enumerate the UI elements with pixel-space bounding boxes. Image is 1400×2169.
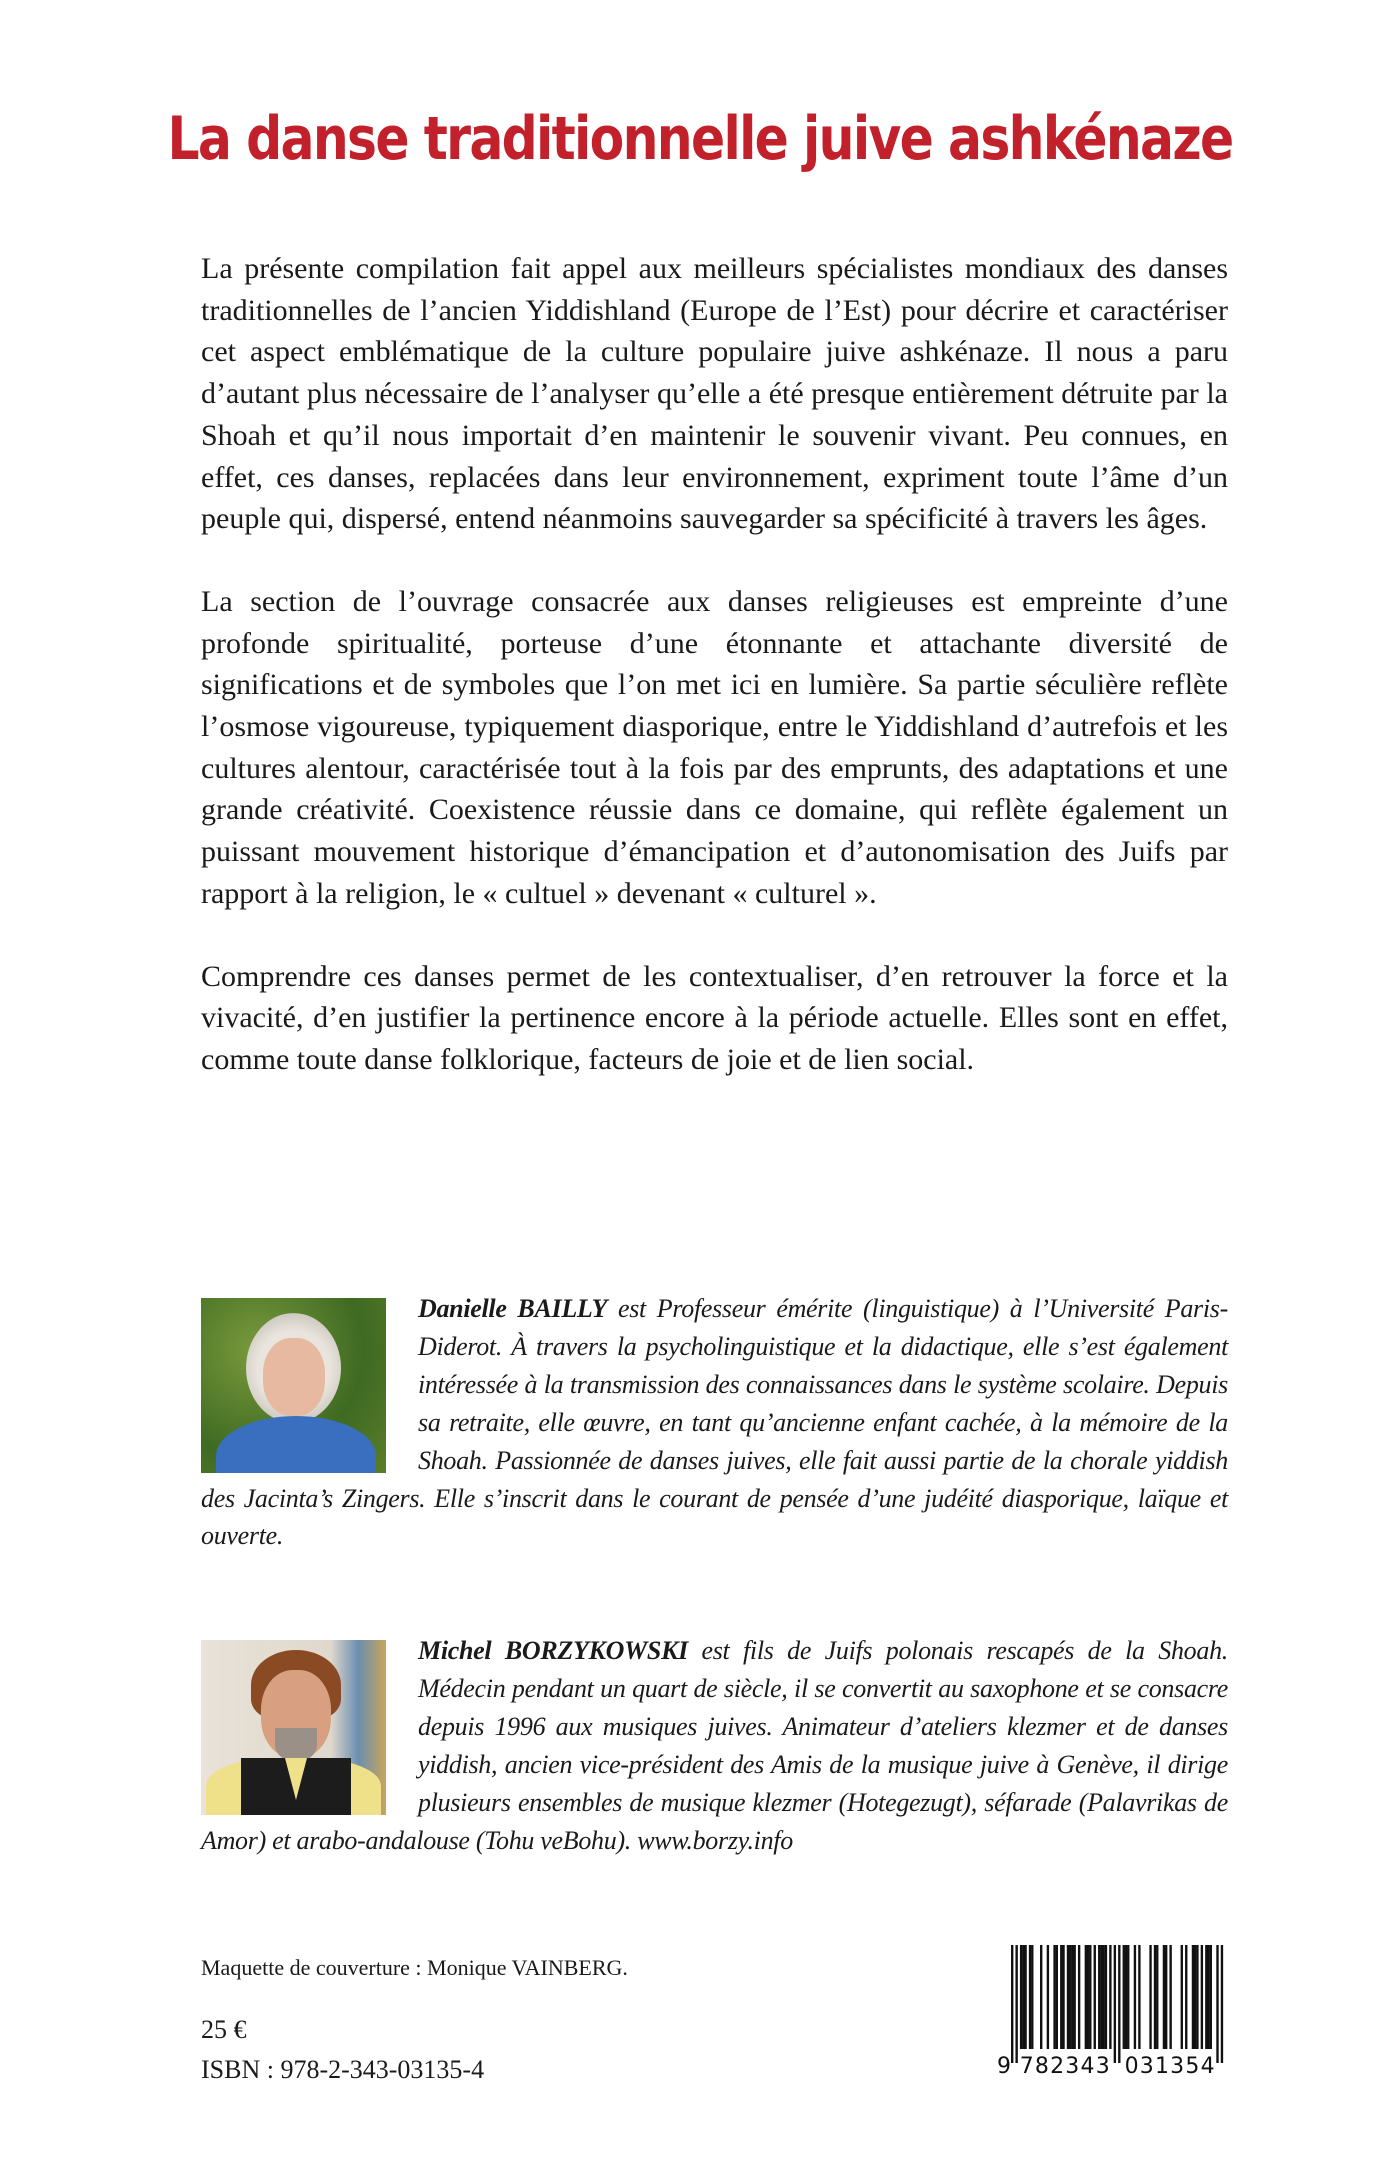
barcode-bar <box>1216 1945 1218 2063</box>
isbn: ISBN : 978-2-343-03135-4 <box>201 2055 485 2084</box>
author-name: Danielle BAILLY <box>418 1294 608 1323</box>
barcode-bar <box>1138 1945 1140 2049</box>
barcode-bar <box>1185 1945 1187 2049</box>
barcode-bar <box>1114 1945 1116 2063</box>
barcode-bar <box>1094 1945 1096 2049</box>
barcode-bar <box>1196 1945 1198 2049</box>
barcode-bar <box>1156 1945 1158 2049</box>
author-bio-text: est Professeur émérite (linguistique) à l’Université Paris-Diderot. À travers la psycholinguistique et la didactique, elle s’est également intéressée à la transmission des connaissances dans le système scolaire. Depuis sa retraite, elle œuvre, en tant qu’ancienne enfant cachée, à la mémoire de la Shoah. Passionnée de danses juives, elle fait aussi partie de la chorale yiddish des Jacinta’s Zingers. Elle s’inscrit dans le courant de pensée d’une judéité diasporique, laïque et ouverte. <box>201 1294 1228 1551</box>
barcode-bar <box>1031 1945 1033 2049</box>
blurb-paragraph: La présente compilation fait appel aux meilleurs spécialistes mondiaux des danses traditionnelles de l’ancien Yiddishland (Europe de l’Est) pour décrire et caractériser cet aspect emblématique de la culture populaire juive ashkénaze. Il nous a paru d’autant plus nécessaire de l’analyser qu’elle a été presque entièrement détruite par la Shoah et qu’il nous importait d’en maintenir le souvenir vivant. Peu connues, en effet, ces danses, replacées dans leur environnement, expriment toute l’âme d’un peuple qui, dispersé, entend néanmoins sauvegarder sa spécificité à travers les âges. <box>201 252 1228 536</box>
barcode-bar <box>1149 1945 1151 2049</box>
barcode-bar <box>1123 1945 1125 2049</box>
barcode-bar <box>1163 1945 1165 2049</box>
barcode-bar <box>1022 1945 1024 2049</box>
barcode-bar <box>1221 1945 1223 2063</box>
barcode-bar <box>1210 1945 1212 2049</box>
barcode-bar <box>1181 1945 1183 2049</box>
author-photo <box>201 1640 386 1815</box>
cover-credit: Maquette de couverture : Monique VAINBERG. <box>201 1955 628 1980</box>
barcode-bar <box>1020 1945 1022 2049</box>
barcode-bar <box>1201 1945 1203 2049</box>
barcode-bar <box>1053 1945 1055 2049</box>
barcode-bar <box>1078 1945 1080 2049</box>
blurb-paragraph: La section de l’ouvrage consacrée aux danses religieuses est empreinte d’une profonde spiritualité, porteuse d’une étonnante et attachante diversité de significations et de symboles que l’on met ici en lumière. Sa partie séculière reflète l’osmose vigoureuse, typiquement diasporique, entre le Yiddishland d’autrefois et les cultures alentour, caractérisée tout à la fois par des emprunts, des adaptations et une grande créativité. Coexistence réussie dans ce domaine, qui reflète également un puissant mouvement historique d’émancipation et d’autonomisation des Juifs par rapport à la religion, le « cultuel » devenant « culturel ». <box>201 584 1228 910</box>
barcode-bar <box>1125 1945 1127 2049</box>
barcode-bar <box>1087 1945 1089 2049</box>
author-bio-borzykowski <box>201 1632 1228 1859</box>
barcode-bar <box>1105 1945 1107 2049</box>
author-bio-bailly <box>201 1290 1228 1555</box>
barcode-bar <box>1085 1945 1087 2049</box>
barcode-bar <box>1118 1945 1120 2063</box>
barcode-bar <box>1192 1945 1194 2049</box>
barcode-bar <box>1169 1945 1171 2049</box>
barcode-bar <box>1056 1945 1058 2049</box>
author-name: Michel BORZYKOWSKI <box>418 1636 688 1665</box>
book-title: La danse traditionnelle juive ashkénaze <box>167 104 1233 174</box>
barcode-bar <box>1109 1945 1111 2049</box>
barcode-bar <box>1194 1945 1196 2049</box>
barcode-bar <box>1207 1945 1209 2049</box>
barcode-bar <box>1029 1945 1031 2049</box>
barcode-bar <box>1047 1945 1049 2049</box>
barcode-bar <box>1100 1945 1102 2049</box>
barcode-digits: 782343 <box>1019 2054 1110 2079</box>
barcode-bar <box>1205 1945 1207 2049</box>
barcode-bar <box>1040 1945 1042 2049</box>
isbn-barcode <box>995 1945 1225 2085</box>
barcode-digits: 031354 <box>1124 2054 1215 2079</box>
barcode-bar <box>1089 1945 1091 2049</box>
barcode-bar <box>1098 1945 1100 2049</box>
barcode-bar <box>1060 1945 1062 2049</box>
author-bio-text: est fils de Juifs polonais rescapés de la Shoah. Médecin pendant un quart de siècle, il se convertit au saxophone et se consacre depuis 1996 aux musiques juives. Animateur d’ateliers klezmer et de danses yiddish, ancien vice-président des Amis de la musique juive à Genève, il dirige plusieurs ensembles de musique klezmer (Hotegezugt), séfarade (Palavrikas de Amor) et arabo-andalouse (Tohu veBohu). www.borzy.info <box>201 1636 1228 1855</box>
barcode-bar <box>1069 1945 1071 2049</box>
price: 25 € <box>201 2015 247 2044</box>
barcode-bar <box>1154 1945 1156 2049</box>
barcode-bar <box>1165 1945 1167 2049</box>
barcode-bar <box>1011 1945 1013 2063</box>
barcode-bar <box>1067 1945 1069 2049</box>
blurb <box>201 248 1228 1122</box>
barcode-bar <box>1127 1945 1129 2049</box>
barcode-bar <box>1071 1945 1073 2049</box>
barcode-bar <box>1102 1945 1104 2049</box>
barcode-bar <box>1024 1945 1026 2049</box>
blurb-paragraph: Comprendre ces danses permet de les contextualiser, d’en retrouver la force et la vivacité, d’en justifier la pertinence encore à la période actuelle. Elles sont en effet, comme toute danse folklorique, facteurs de joie et de lien social. <box>201 959 1228 1076</box>
barcode-digits: 9 <box>997 2054 1011 2079</box>
barcode-bar <box>1073 1945 1075 2049</box>
author-photo <box>201 1298 386 1473</box>
barcode-bar <box>1134 1945 1136 2049</box>
barcode-bar <box>1015 1945 1017 2063</box>
barcode-bar <box>1062 1945 1064 2049</box>
